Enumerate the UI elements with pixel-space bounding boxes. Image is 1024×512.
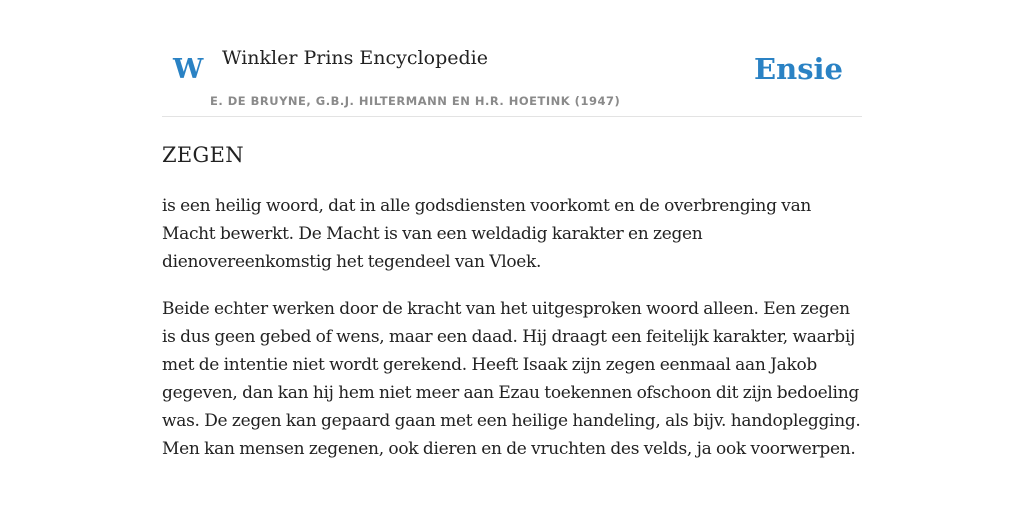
article-body (162, 192, 862, 482)
site-title[interactable]: Winkler Prins Encyclopedie (222, 47, 488, 69)
article-paragraph: Beide echter werken door de kracht van het uitgesproken woord alleen. Een zegen is dus geen gebed of wens, maar een daad. Hij draagt een feitelijk karakter, waarbij met de intentie niet wordt gerekend. Heeft Isaak zijn zegen eenmaal aan Jakob gegeven, dan kan hij hem niet meer aan Ezau toekennen ofschoon dit zijn bedoeling was. De zegen kan gepaard gaan met een heilige handeling, als bijv. handoplegging. Men kan mensen zegenen, ook dieren en de vruchten des velds, ja ook voorwerpen. (162, 299, 861, 459)
article-headword: ZEGEN (162, 143, 244, 167)
article-paragraph: is een heilig woord, dat in alle godsdiensten voorkomt en de overbrenging van Macht bewerkt. De Macht is van een weldadig karakter en zegen dienovereenkomstig het tegendeel van Vloek. (162, 196, 812, 272)
authors-line: E. DE BRUYNE, G.B.J. HILTERMANN EN H.R. HOETINK (1947) (210, 94, 621, 108)
site-header (162, 40, 862, 117)
logo-w-icon[interactable]: W (173, 54, 204, 85)
brand-logo[interactable]: Ensie (754, 52, 843, 86)
